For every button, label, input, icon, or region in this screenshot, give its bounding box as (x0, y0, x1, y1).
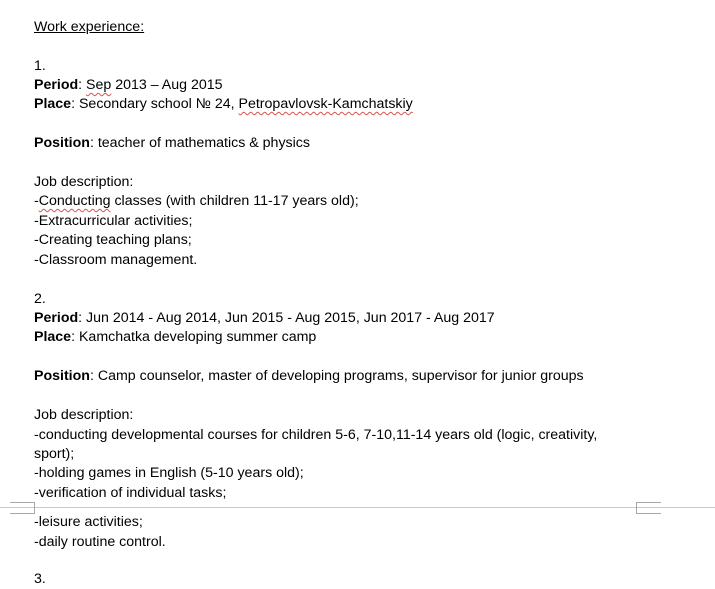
period-label: Period (34, 310, 79, 326)
entry-2-job-item-continued: sport); (34, 446, 75, 462)
position-label: Position (34, 135, 90, 151)
entry-2-job-item: -verification of individual tasks; (34, 485, 227, 501)
period-label: Period (34, 77, 79, 93)
entry-2-job-item: -conducting developmental courses for children 5-6, 7-10,11-14 years old (logic, creativity, (34, 427, 598, 443)
period-separator: : (78, 77, 87, 93)
entry-2-place (34, 328, 316, 347)
entry-1-job-title: Job description: (34, 174, 134, 190)
position-value: : Camp counselor, master of developing programs, supervisor for junior groups (89, 368, 584, 384)
job-item-rest: classes (with children 11-17 years old); (110, 193, 359, 209)
entry-1-position (34, 134, 310, 153)
entry-1-number: 1. (34, 58, 46, 74)
page-break-line (0, 507, 715, 508)
place-value: : Kamchatka developing summer camp (71, 329, 317, 345)
entry-1-job-item: -Classroom management. (34, 252, 198, 268)
page-break-marker-left (10, 502, 35, 514)
entry-2-job-item: -daily routine control. (34, 534, 166, 550)
job-item-prefix: - (34, 193, 39, 209)
entry-2-period (34, 309, 495, 328)
entry-1-place (34, 95, 413, 114)
place-label: Place (34, 96, 72, 112)
job-item-word-spellcheck: Conducting (38, 193, 111, 209)
section-heading: Work experience: (34, 19, 145, 35)
place-label: Place (34, 329, 72, 345)
page-break-marker-right (636, 502, 661, 514)
entry-1-job-item (34, 192, 359, 211)
period-value: : Jun 2014 - Aug 2014, Jun 2015 - Aug 2015, Jun 2017 - Aug 2017 (78, 310, 495, 326)
entry-1-period (34, 76, 223, 95)
period-value: 2013 – Aug 2015 (111, 77, 223, 93)
entry-2-position (34, 367, 584, 386)
entry-1-job-item: -Extracurricular activities; (34, 213, 193, 229)
place-value: : Secondary school № 24, (71, 96, 239, 112)
entry-2-job-item: -holding games in English (5-10 years old); (34, 465, 304, 481)
entry-3-number-partial: 3. (34, 571, 46, 587)
entry-1-job-item: -Creating teaching plans; (34, 232, 192, 248)
place-city-spellcheck: Petropavlovsk-Kamchatskiy (238, 96, 413, 112)
position-label: Position (34, 368, 90, 384)
position-value: : teacher of mathematics & physics (89, 135, 310, 151)
entry-2-job-item: -leisure activities; (34, 514, 143, 530)
period-month-spellcheck: Sep (86, 77, 112, 93)
entry-2-job-title: Job description: (34, 407, 134, 423)
entry-2-number: 2. (34, 291, 46, 307)
